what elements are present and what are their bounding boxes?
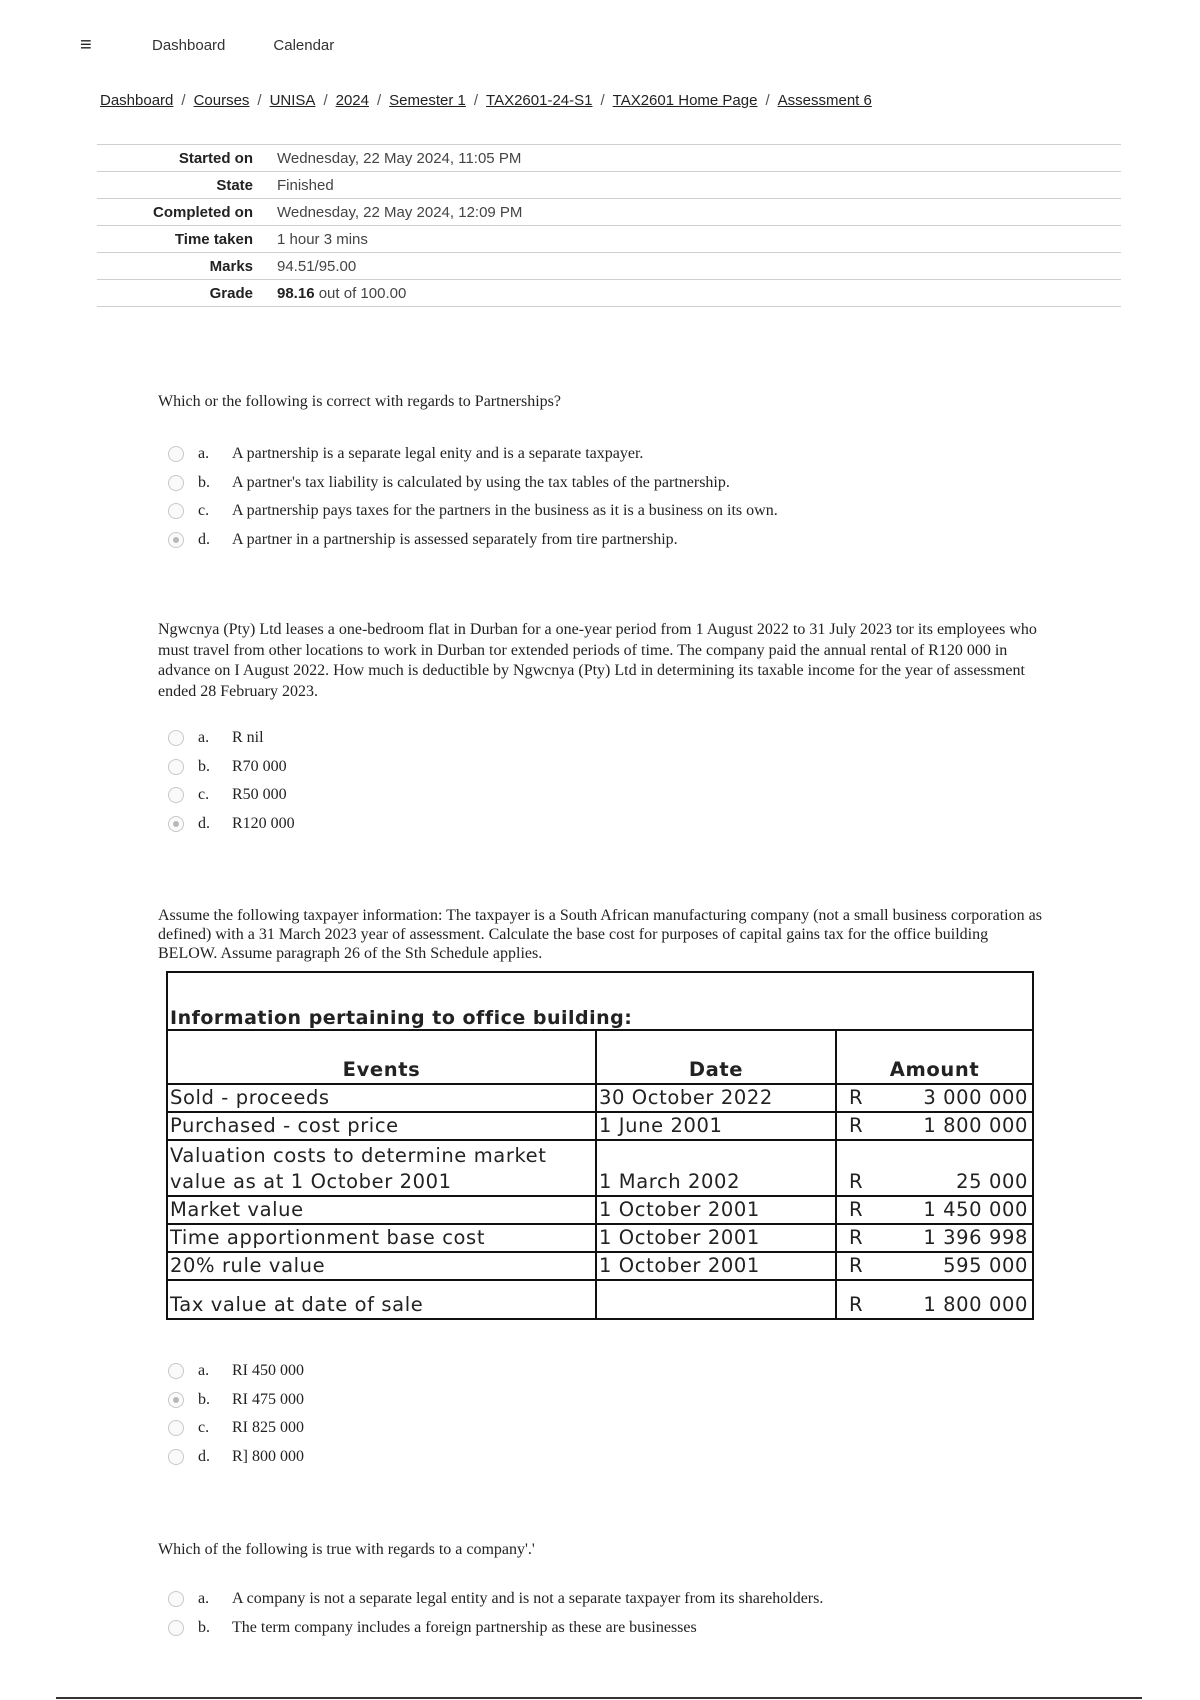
event-cell: Time apportionment base cost bbox=[170, 1226, 486, 1249]
started-label: Started on bbox=[178, 149, 253, 167]
q3-radio-a[interactable] bbox=[168, 1363, 184, 1379]
q1-radio-b[interactable] bbox=[168, 475, 184, 491]
breadcrumb-dashboard[interactable]: Dashboard bbox=[100, 92, 174, 109]
completed-label: Completed on bbox=[153, 203, 253, 221]
amount-cell bbox=[836, 1140, 1032, 1196]
summary-row-grade bbox=[97, 280, 1121, 307]
option-text: RI 450 000 bbox=[232, 1362, 304, 1380]
q3-radio-b[interactable] bbox=[168, 1392, 184, 1408]
option-letter: b. bbox=[198, 1618, 210, 1636]
table-row bbox=[168, 1252, 1032, 1280]
option-letter: d. bbox=[198, 530, 210, 548]
event-cell: Market value bbox=[170, 1198, 304, 1221]
state-label: State bbox=[216, 176, 253, 194]
currency: R bbox=[849, 1198, 864, 1221]
option-letter: a. bbox=[198, 1362, 210, 1380]
date-cell: 1 October 2001 bbox=[596, 1224, 836, 1252]
event-cell: Valuation costs to determine market value as at 1 October 2001 bbox=[170, 1144, 547, 1193]
completed-value: Wednesday, 22 May 2024, 12:09 PM bbox=[277, 203, 523, 221]
q4-option-b[interactable] bbox=[168, 1614, 823, 1643]
q4-radio-a[interactable] bbox=[168, 1591, 184, 1607]
question-4-text: Which of the following is true with regards to a company'.' bbox=[158, 1541, 535, 1558]
q2-radio-d[interactable] bbox=[168, 816, 184, 832]
q2-option-d[interactable] bbox=[168, 810, 295, 839]
q3-option-a[interactable] bbox=[168, 1357, 304, 1386]
amount-cell bbox=[836, 1112, 1032, 1140]
q2-radio-a[interactable] bbox=[168, 730, 184, 746]
breadcrumb-semester[interactable]: Semester 1 bbox=[389, 92, 466, 109]
started-value: Wednesday, 22 May 2024, 11:05 PM bbox=[277, 149, 522, 167]
q2-radio-b[interactable] bbox=[168, 759, 184, 775]
option-text: RI 825 000 bbox=[232, 1419, 304, 1437]
breadcrumb-separator: / bbox=[600, 92, 605, 109]
q1-radio-d[interactable] bbox=[168, 532, 184, 548]
date-cell: 30 October 2022 bbox=[596, 1084, 836, 1112]
date-cell: 1 October 2001 bbox=[596, 1196, 836, 1224]
q1-option-d[interactable] bbox=[168, 526, 778, 555]
grade-value bbox=[267, 280, 1121, 307]
option-text: A partnership is a separate legal enity and is a separate taxpayer. bbox=[232, 445, 644, 463]
grade-label: Grade bbox=[209, 284, 253, 302]
time-taken-label: Time taken bbox=[174, 230, 253, 248]
option-text: A partner's tax liability is calculated by using the tax tables of the partnership. bbox=[232, 473, 730, 491]
table-row bbox=[168, 1224, 1032, 1252]
summary-row-completed bbox=[97, 199, 1121, 226]
option-text: The term company includes a foreign partnership as these are businesses bbox=[232, 1618, 697, 1636]
question-2-text: Ngwcnya (Pty) Ltd leases a one-bedroom flat in Durban for a one-year period from 1 August 2022 to 31 July 2023 tor its employees who must travel from other locations to work in Durban tor extended periods of time. The company paid the annual rental of R120 000 in advance on I August 2022. How much is deductible by Ngwcnya (Pty) Ltd in determining its taxable income for the year of assessment ended 28 February 2023. bbox=[158, 621, 1037, 700]
table-row bbox=[168, 1084, 1032, 1112]
currency: R bbox=[849, 1254, 864, 1277]
question-3-options bbox=[168, 1357, 304, 1471]
q2-option-c[interactable] bbox=[168, 781, 295, 810]
option-letter: d. bbox=[198, 814, 210, 832]
hamburger-menu-icon[interactable]: ≡ bbox=[80, 33, 92, 56]
breadcrumb-separator: / bbox=[323, 92, 328, 109]
header-amount: Amount bbox=[836, 1031, 1032, 1084]
table-row bbox=[168, 1196, 1032, 1224]
amount-value: 25 000 bbox=[956, 1170, 1028, 1193]
option-text: R70 000 bbox=[232, 757, 287, 775]
time-taken-value: 1 hour 3 mins bbox=[277, 230, 368, 248]
info-table-grid bbox=[168, 1031, 1032, 1318]
option-text: A partnership pays taxes for the partners in the business as it is a business on its own. bbox=[232, 502, 778, 520]
nav-dashboard-link[interactable]: Dashboard bbox=[152, 36, 226, 54]
summary-row-time bbox=[97, 226, 1121, 253]
q3-option-b[interactable] bbox=[168, 1386, 304, 1415]
breadcrumb bbox=[100, 92, 872, 109]
breadcrumb-assessment[interactable]: Assessment 6 bbox=[777, 92, 872, 109]
summary-row-state bbox=[97, 172, 1121, 199]
nav-calendar-link[interactable]: Calendar bbox=[273, 36, 335, 54]
option-text: R] 800 000 bbox=[232, 1447, 304, 1465]
attempt-summary-table bbox=[97, 144, 1121, 307]
header-date: Date bbox=[596, 1031, 836, 1084]
option-letter: d. bbox=[198, 1447, 210, 1465]
q1-radio-c[interactable] bbox=[168, 503, 184, 519]
option-letter: c. bbox=[198, 502, 210, 520]
breadcrumb-year[interactable]: 2024 bbox=[335, 92, 369, 109]
breadcrumb-course-code[interactable]: TAX2601-24-S1 bbox=[486, 92, 593, 109]
q4-radio-b[interactable] bbox=[168, 1620, 184, 1636]
q1-radio-a[interactable] bbox=[168, 446, 184, 462]
option-letter: a. bbox=[198, 445, 210, 463]
amount-value: 3 000 000 bbox=[923, 1086, 1028, 1109]
option-letter: a. bbox=[198, 1590, 210, 1608]
table-row bbox=[168, 1140, 1032, 1196]
summary-row-marks bbox=[97, 253, 1121, 280]
date-cell: 1 March 2002 bbox=[596, 1140, 836, 1196]
amount-cell bbox=[836, 1224, 1032, 1252]
table-row bbox=[168, 1112, 1032, 1140]
q2-option-a[interactable] bbox=[168, 724, 295, 753]
breadcrumb-separator: / bbox=[473, 92, 479, 109]
top-navigation bbox=[80, 30, 334, 60]
breadcrumb-separator: / bbox=[376, 92, 382, 109]
breadcrumb-separator: / bbox=[257, 92, 262, 109]
date-cell: 1 June 2001 bbox=[596, 1112, 836, 1140]
currency: R bbox=[849, 1293, 864, 1316]
amount-cell bbox=[836, 1084, 1032, 1112]
breadcrumb-unisa[interactable]: UNISA bbox=[269, 92, 316, 109]
q3-option-c[interactable] bbox=[168, 1414, 304, 1443]
summary-row-started bbox=[97, 145, 1121, 172]
breadcrumb-separator: / bbox=[765, 92, 770, 109]
event-cell: Sold - proceeds bbox=[170, 1086, 330, 1109]
question-4-options bbox=[168, 1585, 823, 1642]
option-letter: c. bbox=[198, 786, 210, 804]
amount-value: 1 800 000 bbox=[923, 1293, 1028, 1316]
grade-score: 98.16 bbox=[277, 284, 315, 302]
option-letter: c. bbox=[198, 1419, 210, 1437]
q4-option-a[interactable] bbox=[168, 1585, 823, 1614]
currency: R bbox=[849, 1114, 864, 1137]
amount-value: 1 800 000 bbox=[923, 1114, 1028, 1137]
q2-radio-c[interactable] bbox=[168, 787, 184, 803]
amount-cell bbox=[836, 1196, 1032, 1224]
currency: R bbox=[849, 1170, 864, 1193]
event-cell: 20% rule value bbox=[170, 1254, 326, 1277]
footer-divider bbox=[56, 1697, 1142, 1699]
header-events: Events bbox=[342, 1058, 421, 1081]
question-2-options bbox=[168, 724, 295, 838]
grade-out-of: out of 100.00 bbox=[314, 284, 407, 302]
event-cell: Purchased - cost price bbox=[170, 1114, 399, 1137]
amount-value: 595 000 bbox=[943, 1254, 1028, 1277]
office-building-info-table bbox=[166, 971, 1034, 1320]
option-text: R nil bbox=[232, 729, 264, 747]
info-table-title: Information pertaining to office building: bbox=[168, 973, 1032, 1031]
info-table-header-row bbox=[168, 1031, 1032, 1084]
q3-radio-c[interactable] bbox=[168, 1420, 184, 1436]
q3-radio-d[interactable] bbox=[168, 1449, 184, 1465]
marks-value: 94.51/95.00 bbox=[277, 257, 357, 275]
option-text: R50 000 bbox=[232, 786, 287, 804]
option-text: R120 000 bbox=[232, 814, 295, 832]
amount-cell bbox=[836, 1280, 1032, 1318]
amount-value: 1 396 998 bbox=[923, 1226, 1028, 1249]
q1-option-b[interactable] bbox=[168, 469, 778, 498]
option-letter: b. bbox=[198, 757, 210, 775]
q1-option-a[interactable] bbox=[168, 440, 778, 469]
currency: R bbox=[849, 1226, 864, 1249]
date-cell bbox=[596, 1280, 836, 1318]
breadcrumb-home-page[interactable]: TAX2601 Home Page bbox=[612, 92, 758, 109]
option-text: RI 475 000 bbox=[232, 1390, 304, 1408]
date-cell: 1 October 2001 bbox=[596, 1252, 836, 1280]
option-letter: b. bbox=[198, 1390, 210, 1408]
amount-cell bbox=[836, 1252, 1032, 1280]
q1-option-c[interactable] bbox=[168, 497, 778, 526]
question-1-text: Which or the following is correct with regards to Partnerships? bbox=[158, 393, 561, 410]
question-1-options bbox=[168, 440, 778, 554]
q3-option-d[interactable] bbox=[168, 1443, 304, 1472]
breadcrumb-courses[interactable]: Courses bbox=[193, 92, 250, 109]
currency: R bbox=[849, 1086, 864, 1109]
breadcrumb-separator: / bbox=[181, 92, 186, 109]
option-text: A partner in a partnership is assessed separately from tire partnership. bbox=[232, 530, 678, 548]
amount-value: 1 450 000 bbox=[923, 1198, 1028, 1221]
event-cell: Tax value at date of sale bbox=[170, 1293, 424, 1316]
state-value: Finished bbox=[277, 176, 334, 194]
option-letter: b. bbox=[198, 473, 210, 491]
q2-option-b[interactable] bbox=[168, 753, 295, 782]
table-row bbox=[168, 1280, 1032, 1318]
option-text: A company is not a separate legal entity and is not a separate taxpayer from its shareholders. bbox=[232, 1590, 824, 1608]
question-3-text: Assume the following taxpayer information: The taxpayer is a South African manufacturing company (not a small business corporation as defined) with a 31 March 2023 year of assessment. Calculate the base cost for purposes of capital gains tax for the office building BELOW. Assume paragraph 26 of the Sth Schedule applies. bbox=[158, 907, 1042, 962]
option-letter: a. bbox=[198, 729, 210, 747]
marks-label: Marks bbox=[209, 257, 253, 275]
